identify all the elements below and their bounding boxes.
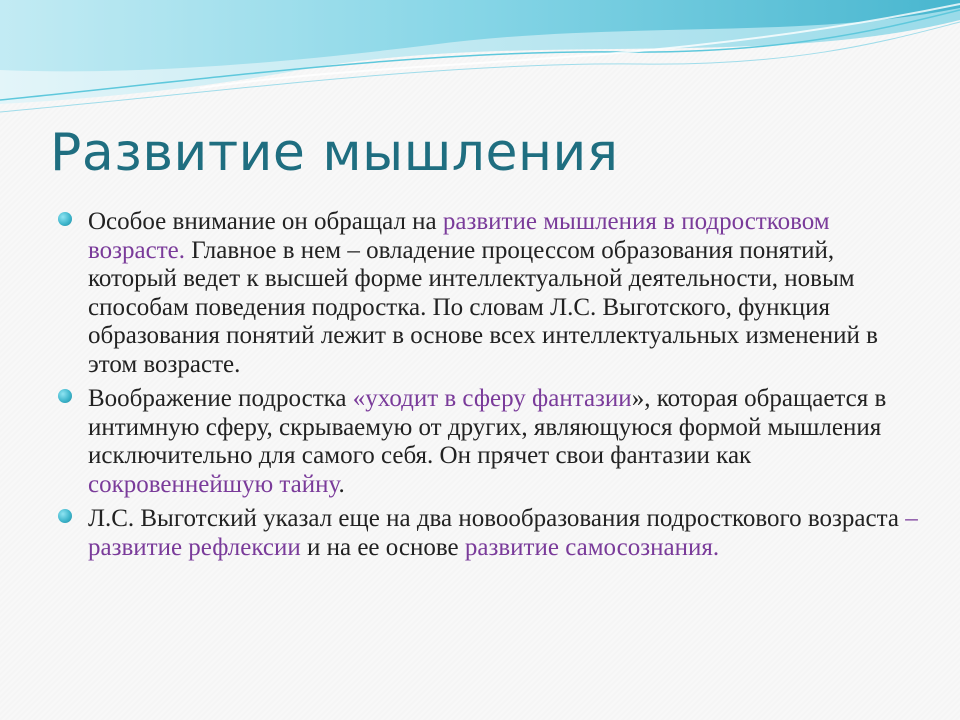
body-text: Воображение подростка — [88, 385, 353, 412]
bullet-dot-icon — [58, 509, 72, 523]
decorative-wave-header — [0, 0, 960, 130]
body-text: Особое внимание он обращал на — [88, 208, 443, 235]
body-text: », которая обращается в интимную сферу, скрываемую от других, являющуюся формой мышления исключительно для самого себя. Он прячет свои фантазии как — [88, 385, 887, 469]
bullet-list — [58, 208, 918, 568]
body-text: и на ее основе — [300, 533, 465, 561]
body-text: . — [338, 470, 345, 498]
highlighted-text: – развитие рефлексии — [88, 505, 918, 561]
bullet-dot-icon — [58, 389, 72, 403]
highlighted-text: «уходит в сферу фантазии — [352, 385, 632, 412]
bullet-dot-icon — [58, 212, 72, 226]
highlighted-text: сокровеннейшую тайну — [88, 470, 339, 498]
bullet-item-1 — [58, 208, 918, 379]
highlighted-text: развитие самосознания. — [464, 533, 720, 561]
bullet-item-3 — [58, 505, 918, 562]
slide-title: Развитие мышления — [50, 123, 619, 183]
bullet-item-2 — [58, 385, 918, 499]
highlighted-text: развитие мышления в подростковом возрасте. — [88, 208, 830, 264]
body-text: Л.С. Выготский указал еще на два новообразования подросткового возраста — [88, 505, 906, 532]
body-text: Главное в нем – овладение процессом образования понятий, который ведет к высшей форме интеллектуальной деятельности, новым способам поведения подростка. По словам Л.С. Выготского, функция образования понятий лежит в основе всех интеллектуальных изменений в этом возрасте. — [88, 236, 878, 378]
